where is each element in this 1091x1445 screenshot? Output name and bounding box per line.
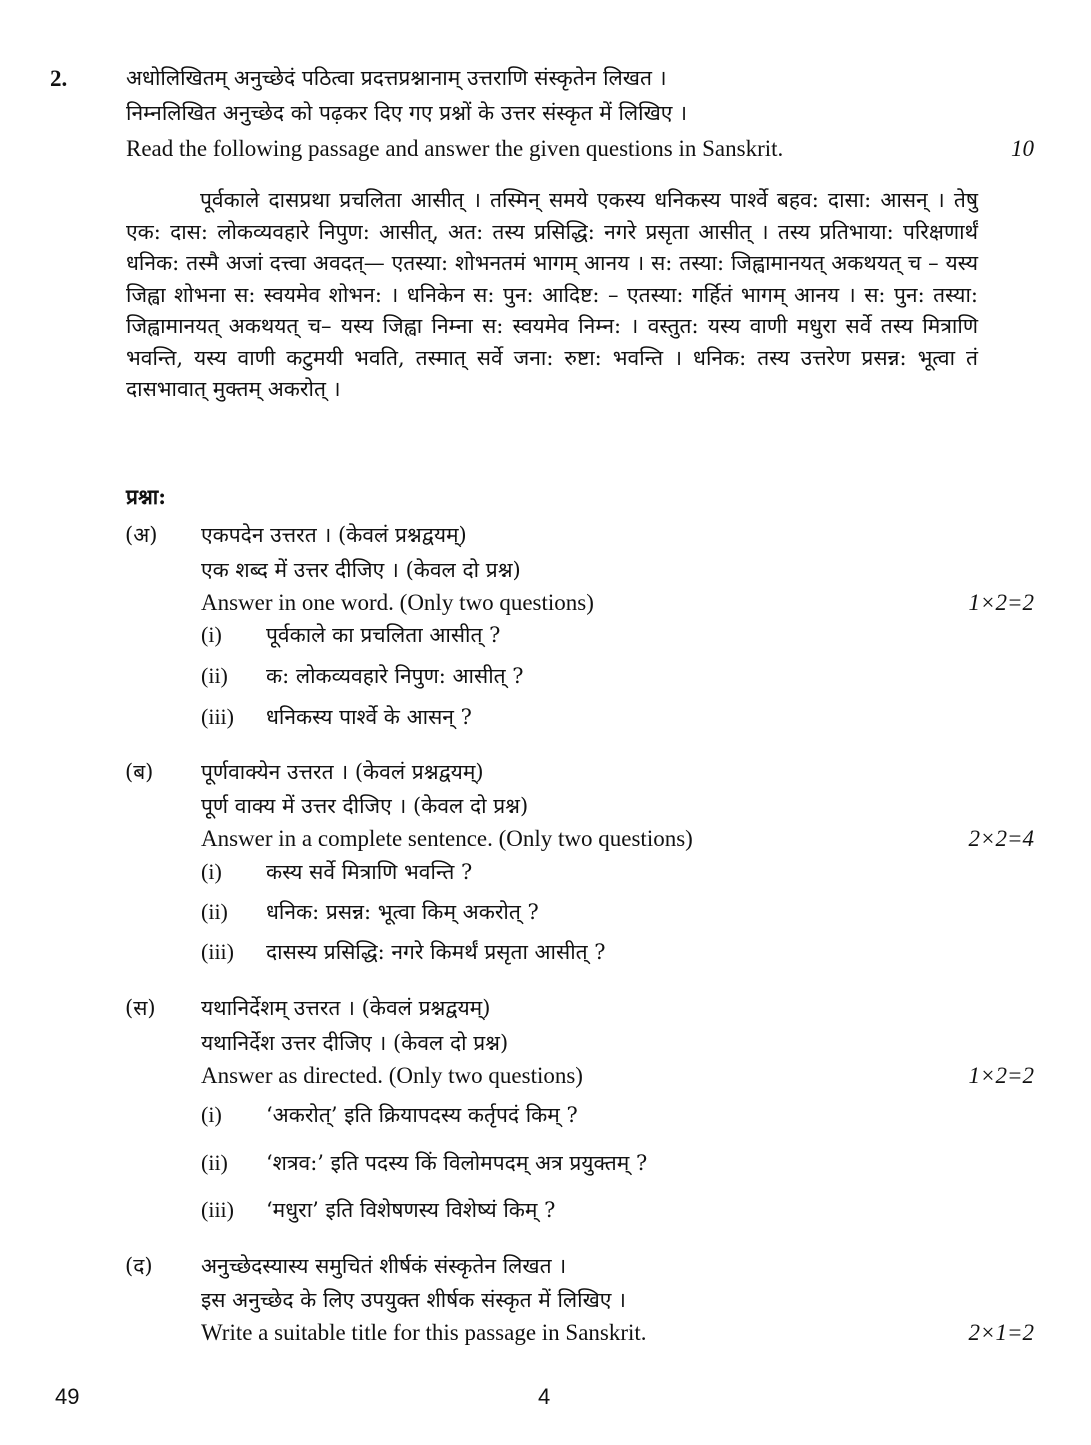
section-d-english: Write a suitable title for this passage in Sanskrit. — [201, 1320, 647, 1345]
section-c-sanskrit: यथानिर्देशम् उत्तरत । (केवलं प्रश्नद्वयम्) — [201, 996, 491, 1020]
section-b-marks: 2×2=4 — [968, 826, 1034, 851]
footer-page-number: 4 — [538, 1384, 551, 1409]
section-c-marks: 1×2=2 — [968, 1063, 1034, 1088]
section-b-item-3-num: (iii) — [201, 939, 234, 964]
section-b-item-1-text: कस्य सर्वे मित्राणि भवन्ति ? — [266, 860, 473, 884]
question-number: 2. — [50, 66, 68, 91]
section-b-english: Answer in a complete sentence. (Only two questions) — [201, 826, 693, 851]
section-label-d: (द) — [125, 1254, 153, 1278]
instruction-sanskrit: अधोलिखितम् अनुच्छेदं पठित्वा प्रदत्तप्रश्नानाम् उत्तराणि संस्कृतेन लिखत । — [126, 66, 667, 90]
section-a-hindi: एक शब्द में उत्तर दीजिए । (केवल दो प्रश्न) — [201, 558, 521, 582]
section-c-item-1-num: (i) — [201, 1102, 222, 1127]
passage: पूर्वकाले दासप्रथा प्रचलिता आसीत् । तस्मिन् समये एकस्य धनिकस्य पार्श्वे बहव: दासा: आसन् । तेषु एक: दास: लोकव्यवहारे निपुण: आसीत्, अत: तस्य प्रसिद्धि: नगरे प्रसृता आसीत् । तस्य प्रतिभाया: परिक्षणार्थं धनिक: तस्मै अजां दत्त्वा अवदत्— एतस्या: शोभनतमं भागम् आनय । स: तस्या: जिह्वामानयत् अकथयत् च – यस्य जिह्वा शोभना स: स्वयमेव शोभन: । धनिकेन स: पुन: आदिष्ट: – एतस्या: गर्हितं भागम् आनय । स: पुन: तस्या: जिह्वामानयत् अकथयत् च– यस्य जिह्वा निम्ना स: स्वयमेव निम्न: । वस्तुत: यस्य वाणी मधुरा सर्वे तस्य मित्राणि भवन्ति, यस्य वाणी कटुमयी भवति, तस्मात् सर्वे जना: रुष्टा: भवन्ति । धनिक: तस्य उत्तरेण प्रसन्न: भूत्वा तं दासभावात् मुक्तम् अकरोत् । — [126, 188, 978, 401]
total-marks: 10 — [1011, 136, 1034, 161]
section-a-item-1-text: पूर्वकाले का प्रचलिता आसीत् ? — [266, 623, 501, 647]
section-a-sanskrit: एकपदेन उत्तरत । (केवलं प्रश्नद्वयम्) — [201, 523, 467, 547]
section-c-item-2-text: ‘शत्रव:’ इति पदस्य किं विलोमपदम् अत्र प्रयुक्तम् ? — [266, 1151, 648, 1175]
section-label-a: (अ) — [125, 523, 158, 547]
instruction-english: Read the following passage and answer the given questions in Sanskrit. — [126, 136, 784, 161]
section-b-item-3-text: दासस्य प्रसिद्धि: नगरे किमर्थं प्रसृता आसीत् ? — [266, 940, 606, 964]
section-a-item-1-num: (i) — [201, 622, 222, 647]
section-b-item-2-text: धनिक: प्रसन्न: भूत्वा किम् अकरोत् ? — [266, 900, 539, 924]
questions-heading: प्रश्ना: — [126, 484, 166, 509]
section-c-item-2-num: (ii) — [201, 1150, 228, 1175]
section-label-c: (स) — [125, 996, 156, 1020]
section-b-item-2-num: (ii) — [201, 899, 228, 924]
section-b-hindi: पूर्ण वाक्य में उत्तर दीजिए । (केवल दो प्रश्न) — [201, 794, 529, 818]
section-d-marks: 2×1=2 — [968, 1320, 1034, 1345]
section-c-item-3-num: (iii) — [201, 1197, 234, 1222]
section-a-marks: 1×2=2 — [968, 590, 1034, 615]
footer-code: 49 — [55, 1384, 80, 1409]
section-c-item-3-text: ‘मधुरा’ इति विशेषणस्य विशेष्यं किम् ? — [266, 1198, 556, 1222]
section-b-item-1-num: (i) — [201, 859, 222, 884]
section-a-item-2-num: (ii) — [201, 663, 228, 688]
section-a-item-3-text: धनिकस्य पार्श्वे के आसन् ? — [266, 705, 472, 729]
section-c-hindi: यथानिर्देश उत्तर दीजिए । (केवल दो प्रश्न) — [201, 1031, 509, 1055]
section-a-item-3-num: (iii) — [201, 704, 234, 729]
instruction-hindi: निम्नलिखित अनुच्छेद को पढ़कर दिए गए प्रश्नों के उत्तर संस्कृत में लिखिए । — [126, 101, 688, 125]
section-a-item-2-text: क: लोकव्यवहारे निपुण: आसीत् ? — [266, 664, 524, 688]
section-d-sanskrit: अनुच्छेदस्यास्य समुचितं शीर्षकं संस्कृतेन लिखत । — [201, 1254, 567, 1278]
section-a-english: Answer in one word. (Only two questions) — [201, 590, 594, 615]
section-c-item-1-text: ‘अकरोत्’ इति क्रियापदस्य कर्तृपदं किम् ? — [266, 1103, 578, 1127]
section-label-b: (ब) — [125, 760, 154, 784]
section-b-sanskrit: पूर्णवाक्येन उत्तरत । (केवलं प्रश्नद्वयम्) — [201, 760, 484, 784]
section-c-english: Answer as directed. (Only two questions) — [201, 1063, 583, 1088]
section-d-hindi: इस अनुच्छेद के लिए उपयुक्त शीर्षक संस्कृत में लिखिए । — [201, 1288, 627, 1312]
